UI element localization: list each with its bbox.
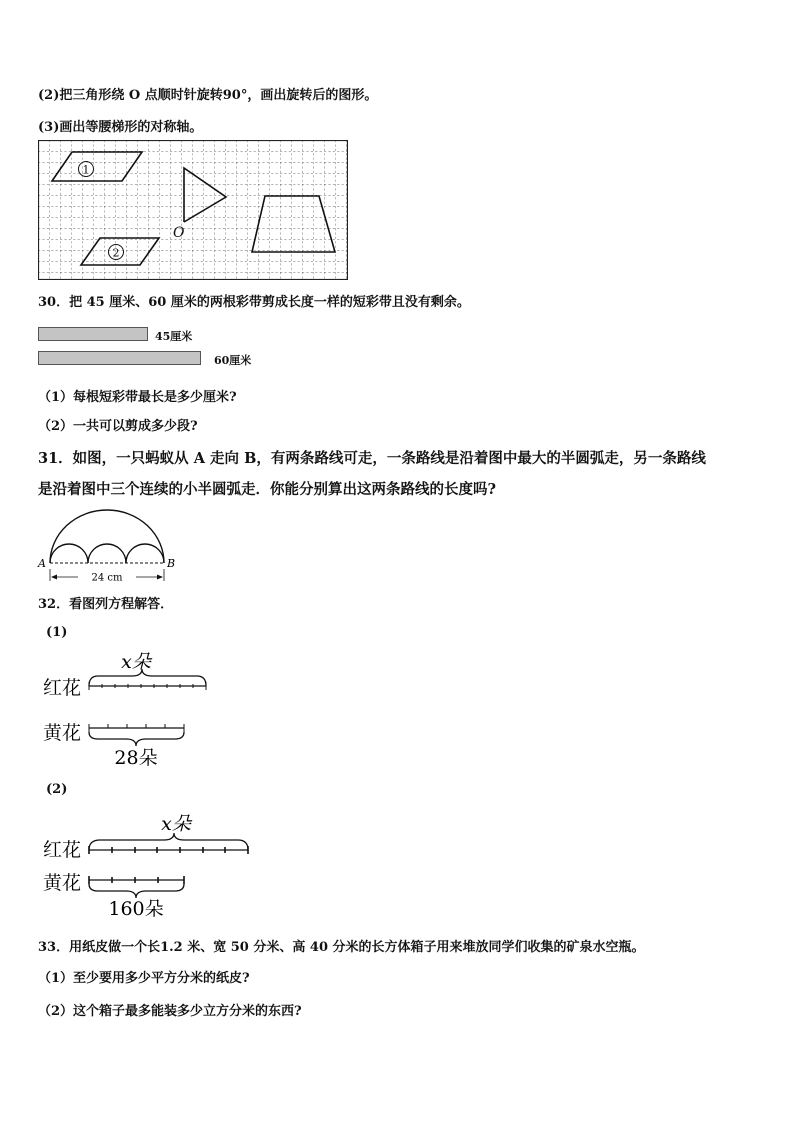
small-semicircle-3 xyxy=(126,544,164,563)
q32-2-yellow-label: 黄花 xyxy=(43,872,82,894)
ribbon-60-label: 60厘米 xyxy=(214,354,252,367)
q31-line1: 31．如图，一只蚂蚁从 A 走向 B，有两条路线可走，一条路线是沿着图中最大的半圆弧走，另一条路线 xyxy=(38,450,706,467)
q32-1-yellow-label: 黄花 xyxy=(43,722,82,744)
ribbon-60 xyxy=(38,351,201,365)
q32-2-top-label: x朵 xyxy=(161,813,191,835)
q29-part2-text: (2)把三角形绕 O 点顺时针旋转90°，画出旋转后的图形。 xyxy=(38,88,378,103)
small-semicircle-1 xyxy=(50,544,88,563)
q33-text: 33．用纸皮做一个长1.2 米、宽 50 分米、高 40 分米的长方体箱子用来堆放同学们收集的矿泉水空瓶。 xyxy=(38,940,645,955)
q33-sub2: （2）这个箱子最多能装多少立方分米的东西? xyxy=(38,1004,302,1019)
point-o-label: O xyxy=(173,225,185,241)
semicircle-figure xyxy=(36,505,186,585)
q32-part2-label: (2) xyxy=(46,782,68,797)
q30-text: 30．把 45 厘米、60 厘米的两根彩带剪成长度一样的短彩带且没有剩余。 xyxy=(38,295,470,310)
q32-2-bottom-label: 160朵 xyxy=(108,898,164,918)
q31-line2: 是沿着图中三个连续的小半圆弧走．你能分别算出这两条路线的长度吗? xyxy=(38,481,496,498)
q32-part1-label: (1) xyxy=(46,625,68,640)
small-semicircle-2 xyxy=(88,544,126,563)
svg-text:1: 1 xyxy=(82,163,90,177)
q32-text: 32．看图列方程解答． xyxy=(38,597,174,612)
dimension-label: 24 cm xyxy=(91,572,123,584)
q30-sub2: （2）一共可以剪成多少段? xyxy=(38,419,198,434)
q32-2-bottom-brace xyxy=(89,884,184,898)
grid-figure xyxy=(38,140,348,280)
q32-part2-diagram xyxy=(38,808,268,918)
q33-sub1: （1）至少要用多少平方分米的纸皮? xyxy=(38,971,250,986)
q32-1-top-label: x朵 xyxy=(121,651,151,673)
q32-2-top-brace xyxy=(89,833,248,850)
q32-1-bottom-brace xyxy=(89,732,184,746)
q32-2-red-label: 红花 xyxy=(43,839,82,861)
point-b-label: B xyxy=(167,557,176,570)
svg-text:2: 2 xyxy=(112,246,120,260)
ribbon-45 xyxy=(38,327,148,341)
q32-1-bottom-label: 28朵 xyxy=(114,747,158,768)
point-a-label: A xyxy=(38,557,46,570)
q32-part1-diagram xyxy=(38,648,228,768)
q30-sub1: （1）每根短彩带最长是多少厘米? xyxy=(38,390,237,405)
q32-1-red-label: 红花 xyxy=(43,677,82,699)
big-semicircle xyxy=(50,510,164,563)
q29-part3-text: (3)画出等腰梯形的对称轴。 xyxy=(38,120,203,135)
ribbon-45-label: 45厘米 xyxy=(155,330,193,343)
